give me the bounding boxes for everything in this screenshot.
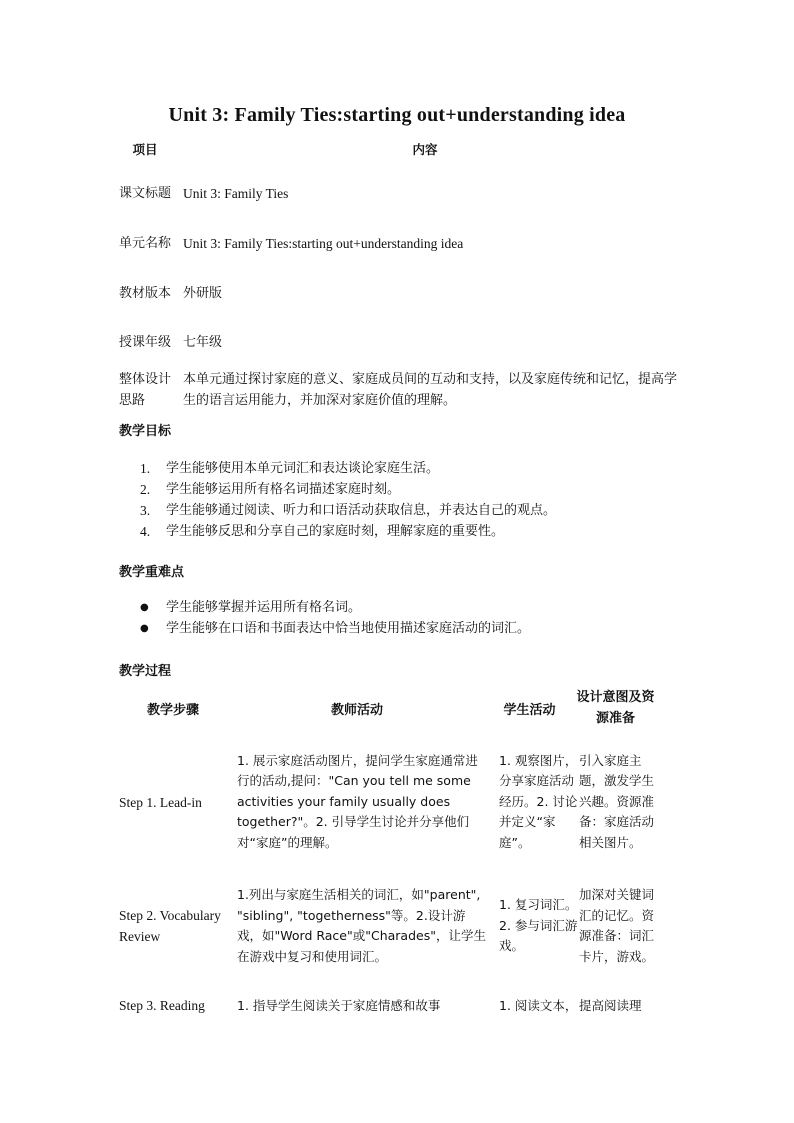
info-row-grade — [119, 318, 679, 366]
list-item — [140, 500, 700, 521]
list-number: 3. — [140, 503, 151, 518]
list-item — [140, 458, 700, 479]
list-text: 学生能够使用本单元词汇和表达谈论家庭生活。 — [166, 461, 440, 476]
list-item — [140, 618, 700, 639]
process-table — [119, 682, 679, 1016]
list-text: 学生能够在口语和书面表达中恰当地使用描述家庭活动的词汇。 — [166, 621, 531, 636]
objectives-list — [140, 458, 700, 542]
info-row-title — [119, 168, 679, 218]
process-table-header — [119, 682, 679, 734]
list-number: 4. — [140, 524, 151, 539]
header-design: 设计意图及资源准备 — [576, 690, 655, 726]
teacher-cell: 1. 展示家庭活动图片，提问学生家庭通常进行的活动,提问："Can you tell me some activities your family usually does together?"。2. 引导学生讨论并分享他们对“家庭”的理解。 — [237, 752, 478, 850]
design-cell: 加深对关键词汇的记忆。资源准备：词汇卡片，游戏。 — [579, 887, 655, 964]
bullet-icon: ● — [140, 623, 149, 634]
table-row — [119, 982, 679, 1016]
key-points-list — [140, 597, 700, 639]
student-cell: 1. 观察图片，分享家庭活动经历。2. 讨论并定义“家庭”。 — [499, 752, 578, 850]
list-text: 学生能够掌握并运用所有格名词。 — [166, 600, 362, 615]
list-number: 1. — [140, 461, 151, 476]
list-item — [140, 521, 700, 542]
header-step: 教学步骤 — [146, 702, 199, 718]
bullet-icon: ● — [140, 602, 149, 613]
header-item: 项目 — [132, 142, 158, 157]
teacher-cell: 1. 指导学生阅读关于家庭情感和故事 — [237, 997, 441, 1013]
list-text: 学生能够通过阅读、听力和口语活动获取信息，并表达自己的观点。 — [166, 503, 557, 518]
info-value: Unit 3: Family Ties:starting out+understanding idea — [183, 235, 464, 251]
info-row-unit — [119, 218, 679, 268]
info-label: 整体设计思路 — [119, 372, 172, 408]
document-title: Unit 3: Family Ties:starting out+understanding idea — [168, 104, 626, 126]
student-cell: 1. 复习词汇。2. 参与词汇游戏。 — [499, 897, 578, 954]
list-item — [140, 597, 700, 618]
info-value: 外研版 — [183, 285, 223, 301]
list-text: 学生能够运用所有格名词描述家庭时刻。 — [166, 482, 401, 497]
teacher-cell: 1.列出与家庭生活相关的词汇，如"parent", "sibling", "togetherness"等。2.设计游戏，如"Word Race"或"Charades"，让学生在游戏中复习和使用词汇。 — [237, 887, 486, 964]
info-label: 单元名称 — [119, 235, 172, 251]
info-label: 教材版本 — [119, 285, 172, 301]
list-number: 2. — [140, 482, 151, 497]
student-cell: 1. 阅读文本， — [499, 997, 578, 1013]
info-label: 授课年级 — [119, 334, 172, 350]
header-teacher: 教师活动 — [330, 702, 383, 718]
info-table-header — [119, 140, 679, 168]
info-row-edition — [119, 268, 679, 318]
objectives-heading: 教学目标 — [119, 424, 172, 439]
design-cell: 引入家庭主题，激发学生兴趣。资源准备：家庭活动相关图片。 — [579, 752, 655, 850]
header-content: 内容 — [412, 142, 438, 157]
info-value: 七年级 — [183, 334, 223, 350]
step-cell: Step 2. Vocabulary Review — [119, 908, 221, 944]
design-cell: 提高阅读理 — [579, 997, 642, 1013]
header-student: 学生活动 — [503, 702, 556, 718]
info-table — [119, 140, 679, 414]
table-row — [119, 734, 679, 870]
step-cell: Step 3. Reading — [119, 998, 205, 1013]
process-heading: 教学过程 — [119, 664, 172, 679]
list-text: 学生能够反思和分享自己的家庭时刻，理解家庭的重要性。 — [166, 524, 505, 539]
info-label: 课文标题 — [119, 185, 172, 201]
info-value: 本单元通过探讨家庭的意义、家庭成员间的互动和支持，以及家庭传统和记忆，提高学生的语言运用能力，并加深对家庭价值的理解。 — [183, 372, 678, 408]
key-points-heading: 教学重难点 — [119, 565, 185, 580]
info-row-design — [119, 366, 679, 414]
list-item — [140, 479, 700, 500]
table-row — [119, 870, 679, 982]
step-cell: Step 1. Lead-in — [119, 794, 202, 810]
info-value: Unit 3: Family Ties — [183, 185, 289, 201]
